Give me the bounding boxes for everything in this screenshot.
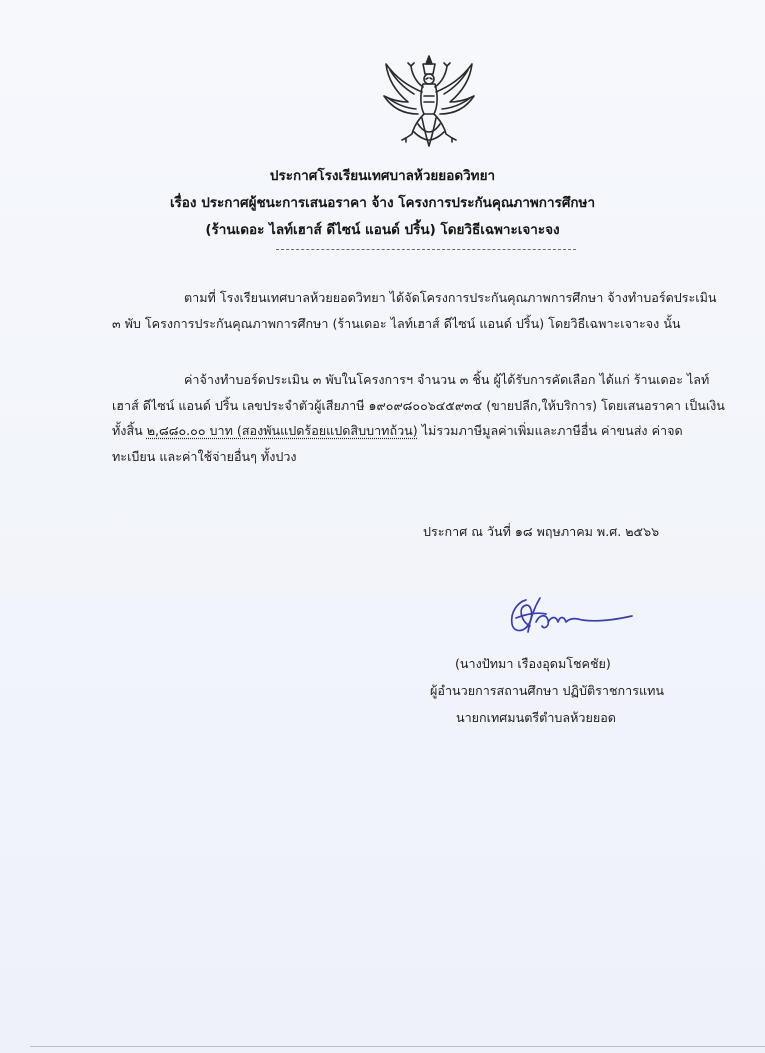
total-prefix: ทั้งสิ้น bbox=[112, 423, 147, 438]
header-title: ประกาศโรงเรียนเทศบาลห้วยยอดวิทยา bbox=[269, 168, 496, 184]
header-vendor: (ร้านเดอะ ไลท์เฮาส์ ดีไซน์ แอนด์ ปริ้น) โดยวิธีเฉพาะเจาะจง bbox=[205, 222, 560, 238]
signatory-block bbox=[430, 650, 690, 731]
paragraph-award bbox=[112, 367, 725, 469]
paragraph-background bbox=[112, 285, 717, 336]
total-amount: ๒,๘๘๐.๐๐ บาท (สองพันแปดร้อยแปดสิบบาทถ้วน) bbox=[146, 423, 418, 438]
paragraph1-line1: ตามที่ โรงเรียนเทศบาลห้วยยอดวิทยา ได้จัดโครงการประกันคุณภาพการศึกษา จ้างทำบอร์ดประเมิน bbox=[184, 290, 717, 305]
garuda-emblem-icon bbox=[378, 52, 480, 150]
signatory-name: (นางปัทมา เรืองอุดมโชคชัย) bbox=[455, 656, 611, 671]
paragraph2-line1: ค่าจ้างทำบอร์ดประเมิน ๓ พับในโครงการฯ จำนวน ๓ ชิ้น ผู้ได้รับการคัดเลือก ได้แก่ ร้านเดอะ ไลท์ bbox=[184, 372, 710, 387]
signatory-acting-for: นายกเทศมนตรีตำบลห้วยยอด bbox=[456, 710, 616, 725]
paragraph1-line2: ๓ พับ โครงการประกันคุณภาพการศึกษา (ร้านเดอะ ไลท์เฮาส์ ดีไซน์ แอนด์ ปริ้น) โดยวิธีเฉพาะเจาะจง นั้น bbox=[112, 315, 681, 331]
header-subject: เรื่อง ประกาศผู้ชนะการเสนอราคา จ้าง โครงการประกันคุณภาพการศึกษา bbox=[169, 195, 596, 211]
signature-image bbox=[496, 592, 636, 648]
header-divider bbox=[276, 249, 576, 250]
announcement-date: ประกาศ ณ วันที่ ๑๘ พฤษภาคม พ.ศ. ๒๕๖๖ bbox=[423, 524, 660, 539]
signatory-position: ผู้อำนวยการสถานศึกษา ปฏิบัติราชการแทน bbox=[430, 683, 665, 698]
document-header bbox=[0, 163, 765, 244]
paragraph2-line3 bbox=[112, 418, 683, 444]
total-suffix: ไม่รวมภาษีมูลค่าเพิ่มและภาษีอื่น ค่าขนส่ง ค่าจด bbox=[417, 423, 683, 438]
paragraph2-line2: เฮาส์ ดีไซน์ แอนด์ ปริ้น เลขประจำตัวผู้เสียภาษี ๑๙๐๙๘๐๐๖๔๕๙๓๔ (ขายปลีก,ให้บริการ) โดยเสนอราคา เป็นเงิน bbox=[112, 397, 725, 413]
page-bottom-edge bbox=[30, 1046, 765, 1047]
paragraph2-line4: ทะเบียน และค่าใช้จ่ายอื่นๆ ทั้งปวง bbox=[112, 448, 297, 464]
